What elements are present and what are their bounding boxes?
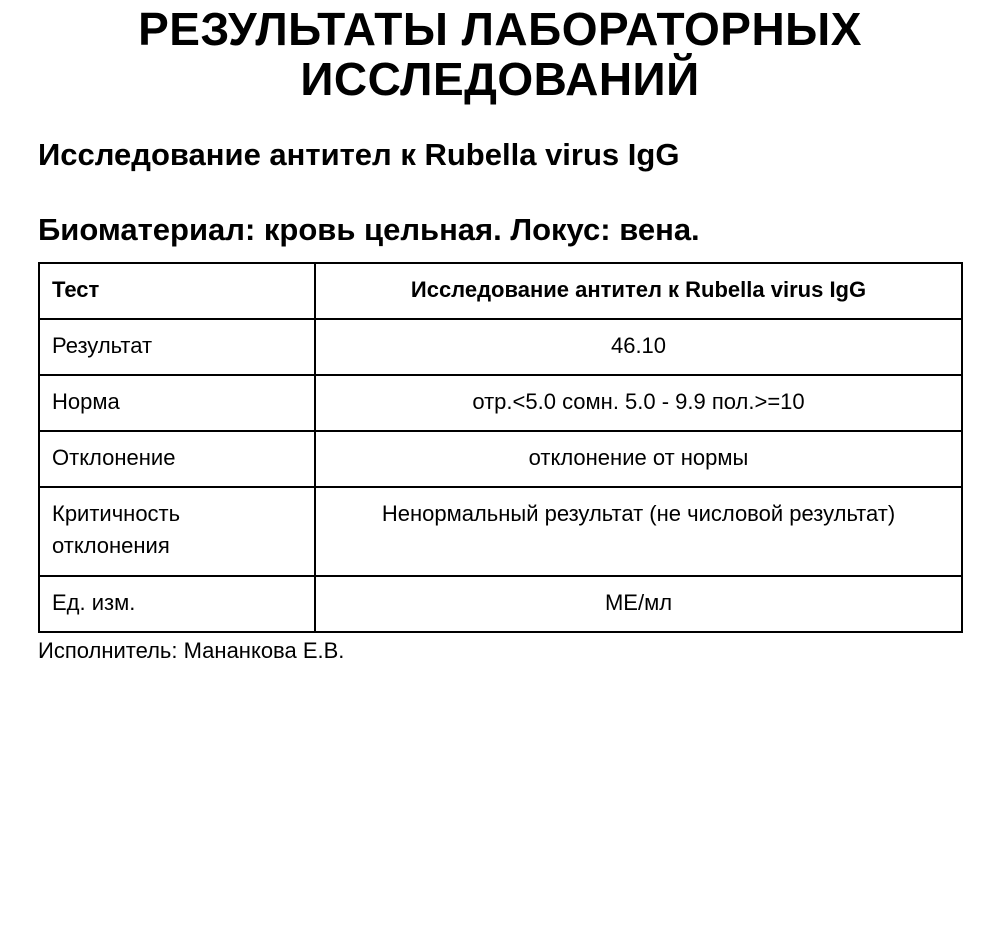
- row-label-result: Результат: [39, 319, 315, 375]
- report-title-line-1: РЕЗУЛЬТАТЫ ЛАБОРАТОРНЫХ: [138, 3, 862, 55]
- table-row-criticality: [39, 487, 962, 576]
- table-row-result: [39, 319, 962, 375]
- executor-line: Исполнитель: Мананкова Е.В.: [38, 638, 345, 663]
- header-test-label: Тест: [39, 263, 315, 319]
- results-table: [38, 262, 963, 633]
- row-value-result: 46.10: [315, 319, 962, 375]
- report-title-line-2: ИССЛЕДОВАНИЙ: [300, 53, 700, 105]
- table-row-deviation: [39, 431, 962, 487]
- row-value-norm: отр.<5.0 сомн. 5.0 - 9.9 пол.>=10: [315, 375, 962, 431]
- row-value-criticality: Ненормальный результат (не числовой результат): [315, 487, 962, 576]
- table-row-unit: [39, 576, 962, 632]
- study-title: Исследование антител к Rubella virus IgG: [38, 137, 680, 172]
- table-header-row: [39, 263, 962, 319]
- row-label-unit: Ед. изм.: [39, 576, 315, 632]
- row-label-criticality: Критичность отклонения: [39, 487, 315, 576]
- row-value-deviation: отклонение от нормы: [315, 431, 962, 487]
- row-value-unit: МЕ/мл: [315, 576, 962, 632]
- row-label-norm: Норма: [39, 375, 315, 431]
- biomaterial-line: Биоматериал: кровь цельная. Локус: вена.: [38, 212, 700, 247]
- row-label-deviation: Отклонение: [39, 431, 315, 487]
- table-row-norm: [39, 375, 962, 431]
- report-title: [0, 4, 1000, 104]
- header-test-name: Исследование антител к Rubella virus IgG: [315, 263, 962, 319]
